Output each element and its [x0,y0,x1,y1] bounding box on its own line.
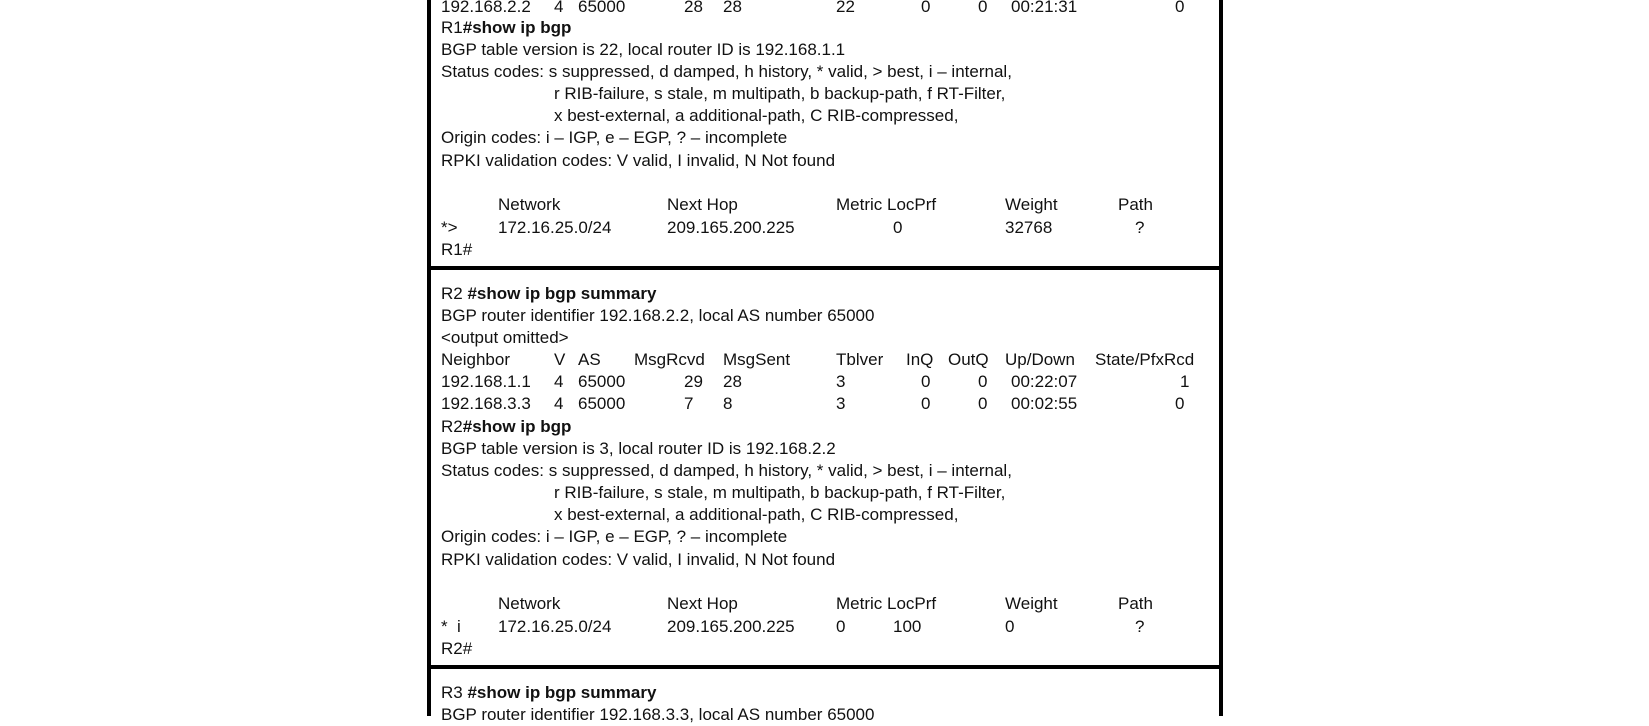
r1-command [441,17,571,39]
r1-table-version: BGP table version is 22, local router ID is 192.168.1.1 [441,40,846,59]
command-text: #show ip bgp summary [467,683,657,702]
r2-command [441,416,571,438]
hdr-v: V [554,350,566,369]
cell-neighbor: 192.168.2.2 [441,0,531,16]
cell-sent: 8 [723,394,733,413]
route-weight: 32768 [1005,218,1053,237]
route-nexthop: 209.165.200.225 [667,617,795,636]
r2-rpki-codes: RPKI validation codes: V valid, I invalid, N Not found [441,550,836,569]
route-network: 172.16.25.0/24 [498,218,612,237]
r1-status-codes-3: x best-external, a additional-path, C RIB-compressed, [554,106,959,125]
r1-rpki-codes: RPKI validation codes: V valid, I invalid, N Not found [441,151,836,170]
cell-inq: 0 [921,372,931,391]
hdr-network: Network [498,195,561,214]
cell-v: 4 [554,372,564,391]
hdr-weight: Weight [1005,195,1058,214]
cell-outq: 0 [978,394,988,413]
hdr-updown: Up/Down [1005,350,1075,369]
cell-v: 4 [554,0,564,16]
r1-origin-codes: Origin codes: i – IGP, e – EGP, ? – incomplete [441,128,788,147]
cell-sent: 28 [723,0,742,16]
hdr-outq: OutQ [948,350,989,369]
cell-as: 65000 [578,0,626,16]
cell-rcvd: 7 [684,394,694,413]
cell-rcvd: 28 [684,0,703,16]
prompt-label: R3 [441,683,468,702]
cell-updown: 00:02:55 [1011,394,1078,413]
cell-tblver: 3 [836,394,846,413]
cell-neighbor: 192.168.1.1 [441,372,531,391]
r2-origin-codes: Origin codes: i – IGP, e – EGP, ? – incomplete [441,527,788,546]
cell-v: 4 [554,394,564,413]
hdr-nexthop: Next Hop [667,195,738,214]
hdr-metric: Metric LocPrf [836,594,937,613]
r1-status-codes-2: r RIB-failure, s stale, m multipath, b backup-path, f RT-Filter, [554,84,1006,103]
r1-status-codes: Status codes: s suppressed, d damped, h history, * valid, > best, i – internal, [441,62,1012,81]
cell-inq: 0 [921,0,931,16]
cell-outq: 0 [978,372,988,391]
hdr-path: Path [1118,195,1153,214]
route-flag: * i [441,617,461,636]
hdr-sent: MsgSent [723,350,791,369]
route-flag: *> [441,218,458,237]
prompt-label: R2 [441,417,463,436]
cell-tblver: 3 [836,372,846,391]
cell-updown: 00:22:07 [1011,372,1078,391]
route-metric: 0 [893,218,903,237]
hdr-metric: Metric LocPrf [836,195,937,214]
cell-as: 65000 [578,394,626,413]
cell-pfx: 1 [1180,372,1190,391]
cell-neighbor: 192.168.3.3 [441,394,531,413]
hdr-pfx: State/PfxRcd [1095,350,1195,369]
r3-router-identifier: BGP router identifier 192.168.3.3, local AS number 65000 [441,705,875,724]
cell-sent: 28 [723,372,742,391]
cell-outq: 0 [978,0,988,16]
r1-prompt: R1# [441,240,473,259]
prompt-label: R2 [441,284,468,303]
r2-table-version: BGP table version is 3, local router ID is 192.168.2.2 [441,439,836,458]
cell-pfx: 0 [1175,394,1185,413]
hdr-inq: InQ [906,350,934,369]
command-text: #show ip bgp summary [467,284,657,303]
cell-pfx: 0 [1175,0,1185,16]
command-text: #show ip bgp [462,417,572,436]
r2-status-codes-3: x best-external, a additional-path, C RIB-compressed, [554,505,959,524]
hdr-weight: Weight [1005,594,1058,613]
r2-status-codes-2: r RIB-failure, s stale, m multipath, b backup-path, f RT-Filter, [554,483,1006,502]
cell-as: 65000 [578,372,626,391]
route-path: ? [1135,218,1145,237]
cell-tblver: 22 [836,0,855,16]
cell-rcvd: 29 [684,372,703,391]
route-weight: 0 [1005,617,1015,636]
route-path: ? [1135,617,1145,636]
route-nexthop: 209.165.200.225 [667,218,795,237]
hdr-path: Path [1118,594,1153,613]
hdr-rcvd: MsgRcvd [634,350,705,369]
hdr-as: AS [578,350,601,369]
hdr-network: Network [498,594,561,613]
r2-router-identifier: BGP router identifier 192.168.2.2, local AS number 65000 [441,306,875,325]
hdr-nexthop: Next Hop [667,594,738,613]
r2-prompt: R2# [441,639,473,658]
r2-output-omitted: <output omitted> [441,328,569,347]
route-metric: 0 [836,617,846,636]
route-network: 172.16.25.0/24 [498,617,612,636]
prompt-label: R1 [441,18,463,37]
route-locprf: 100 [893,617,922,636]
cell-inq: 0 [921,394,931,413]
cell-updown: 00:21:31 [1011,0,1078,16]
hdr-tblver: Tblver [836,350,884,369]
hdr-neighbor: Neighbor [441,350,510,369]
r3-command-summary [441,682,656,704]
command-text: #show ip bgp [462,18,572,37]
r2-command-summary [441,283,656,305]
r2-status-codes: Status codes: s suppressed, d damped, h history, * valid, > best, i – internal, [441,461,1012,480]
